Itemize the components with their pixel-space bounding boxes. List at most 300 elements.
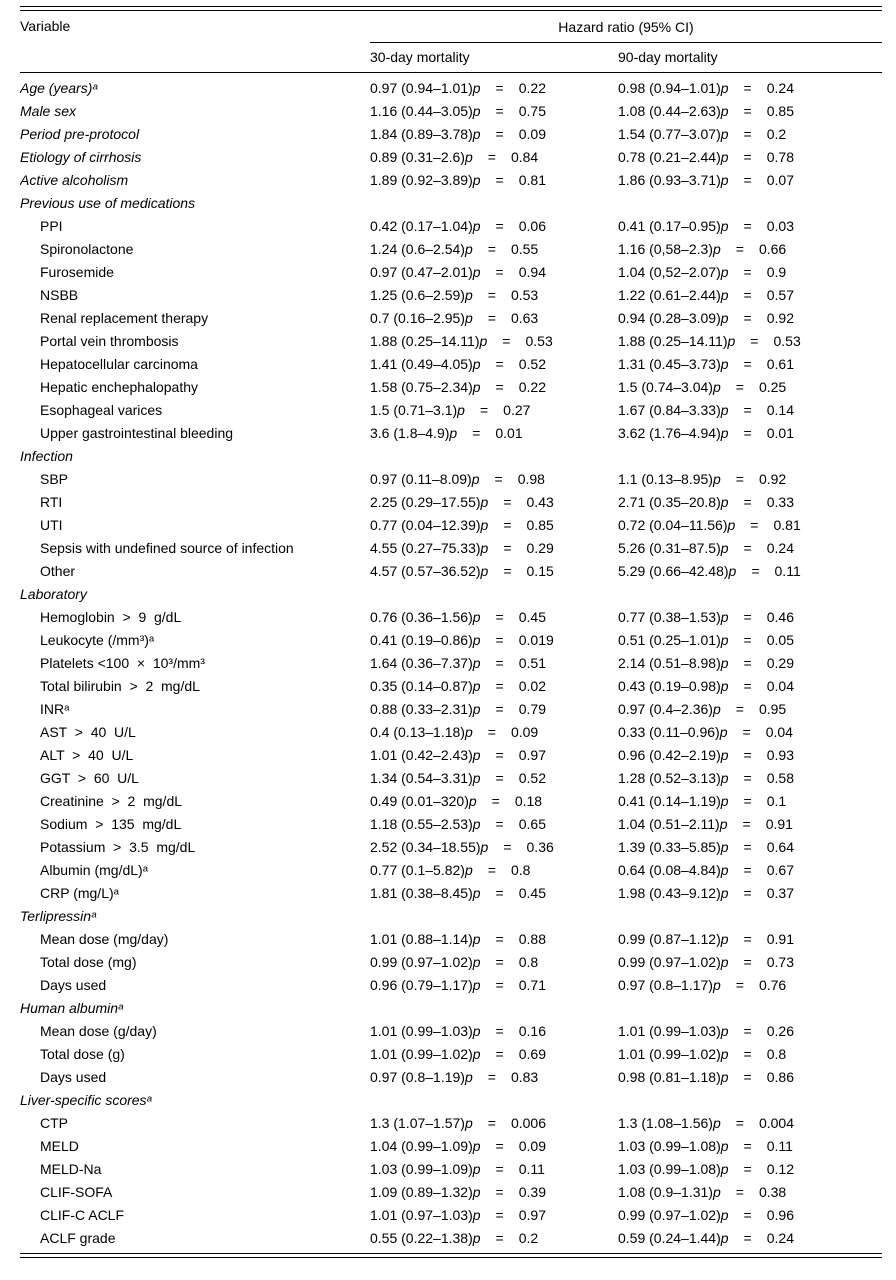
table-row	[20, 353, 882, 376]
equals-sign: =	[743, 1207, 752, 1223]
cell-90day-mortality	[618, 307, 882, 330]
cell-90day-mortality	[618, 560, 882, 583]
hazard-ratio-value: 1.64 (0.36–7.37)	[370, 655, 473, 671]
table-row	[20, 100, 882, 123]
p-value: 0.98	[517, 471, 545, 487]
column-header-variable: Variable	[20, 18, 71, 34]
p-value: 0.84	[510, 149, 539, 165]
row-label: Active alcoholism	[20, 172, 129, 188]
hazard-ratio-value: 1.08 (0.9–1.31)	[618, 1184, 713, 1200]
p-symbol: p	[720, 632, 729, 648]
p-symbol: p	[472, 264, 481, 280]
p-value: 0.2	[766, 126, 787, 142]
cell-90day-mortality	[618, 169, 882, 192]
equals-sign: =	[494, 471, 503, 487]
p-value: 0.83	[510, 1069, 539, 1085]
cell-90day-mortality	[618, 1066, 882, 1089]
row-label: Mean dose (g/day)	[40, 1023, 157, 1039]
cell-90day-mortality	[618, 698, 882, 721]
p-value: 0.25	[758, 379, 787, 395]
hazard-ratio-value: 1.98 (0.43–9.12)	[618, 885, 721, 901]
hazard-ratio-value: 1.04 (0.51–2.11)	[618, 816, 720, 832]
p-value: 0.09	[518, 1138, 546, 1154]
equals-sign: =	[495, 931, 504, 947]
hazard-ratio-value: 0.33 (0.11–0.96)	[618, 724, 720, 740]
p-symbol: p	[464, 1115, 473, 1131]
equals-sign: =	[743, 839, 752, 855]
equals-sign: =	[487, 310, 496, 326]
equals-sign: =	[503, 839, 512, 855]
hazard-ratio-value: 2.14 (0.51–8.98)	[618, 655, 721, 671]
p-value: 0.27	[503, 402, 531, 418]
cell-90day-mortality	[618, 1227, 882, 1250]
cell-90day-mortality	[618, 422, 882, 445]
equals-sign: =	[495, 816, 504, 832]
equals-sign: =	[503, 563, 512, 579]
hazard-ratio-value: 1.09 (0.89–1.32)	[370, 1184, 473, 1200]
table-row	[20, 422, 882, 445]
section-label: Liver-specific scoresᵃ	[20, 1092, 152, 1108]
p-symbol: p	[472, 172, 481, 188]
table-row	[20, 1043, 882, 1066]
p-value: 0.66	[758, 241, 787, 257]
p-symbol: p	[479, 333, 488, 349]
p-value: 0.006	[510, 1115, 546, 1131]
hazard-ratio-value: 1.01 (0.99–1.02)	[618, 1046, 721, 1062]
p-symbol: p	[712, 701, 721, 717]
cell-90day-mortality	[618, 767, 882, 790]
p-symbol: p	[720, 1230, 729, 1246]
p-symbol: p	[472, 655, 481, 671]
equals-sign: =	[735, 241, 744, 257]
p-value: 0.88	[518, 931, 546, 947]
hazard-ratio-value: 1.03 (0.99–1.08)	[618, 1161, 721, 1177]
cell-30day-mortality	[370, 146, 618, 169]
hazard-ratio-value: 1.04 (0.99–1.09)	[370, 1138, 473, 1154]
p-symbol: p	[472, 954, 481, 970]
cell-90day-mortality	[618, 836, 882, 859]
cell-90day-mortality	[618, 721, 882, 744]
hazard-ratio-value: 1.01 (0.42–2.43)	[370, 747, 473, 763]
hazard-ratio-value: 1.18 (0.55–2.53)	[370, 816, 473, 832]
p-value: 0.11	[766, 1138, 793, 1154]
table-row	[20, 882, 882, 905]
table-row	[20, 537, 882, 560]
equals-sign: =	[495, 218, 504, 234]
cell-30day-mortality	[370, 238, 618, 261]
p-symbol: p	[720, 793, 729, 809]
cell-30day-mortality	[370, 261, 618, 284]
p-value: 0.33	[766, 494, 794, 510]
p-symbol: p	[727, 333, 736, 349]
p-value: 0.37	[766, 885, 794, 901]
table-header-row-1	[20, 11, 882, 43]
equals-sign: =	[735, 1184, 744, 1200]
hazard-ratio-value: 1.03 (0.99–1.09)	[370, 1161, 473, 1177]
hazard-ratio-value: 1.03 (0.99–1.08)	[618, 1138, 721, 1154]
p-value: 0.06	[518, 218, 546, 234]
p-value: 0.94	[518, 264, 546, 280]
p-symbol: p	[472, 1138, 481, 1154]
cell-90day-mortality	[618, 1181, 882, 1204]
p-symbol: p	[720, 931, 729, 947]
p-symbol: p	[727, 517, 736, 533]
equals-sign: =	[735, 701, 744, 717]
p-value: 0.57	[766, 287, 794, 303]
equals-sign: =	[743, 632, 752, 648]
p-symbol: p	[720, 1138, 729, 1154]
cell-30day-mortality	[370, 721, 618, 744]
p-value: 0.38	[758, 1184, 787, 1200]
equals-sign: =	[735, 379, 744, 395]
row-label: Hepatic enchephalopathy	[40, 379, 199, 395]
p-symbol: p	[472, 1046, 481, 1062]
table-row	[20, 951, 882, 974]
row-label: RTI	[40, 494, 63, 510]
p-value: 0.24	[766, 80, 794, 96]
equals-sign: =	[743, 655, 752, 671]
hazard-ratio-value: 0.72 (0.04–11.56)	[618, 517, 728, 533]
hazard-ratio-value: 0.76 (0.36–1.56)	[370, 609, 473, 625]
p-symbol: p	[472, 1184, 481, 1200]
table-row	[20, 652, 882, 675]
equals-sign: =	[743, 172, 752, 188]
p-value: 0.92	[758, 471, 787, 487]
hazard-ratio-value: 0.35 (0.14–0.87)	[370, 678, 473, 694]
cell-90day-mortality	[618, 537, 882, 560]
p-symbol: p	[472, 1023, 481, 1039]
p-value: 0.36	[526, 839, 554, 855]
cell-30day-mortality	[370, 123, 618, 146]
column-group-header-hazard-ratio: Hazard ratio (95% CI)	[370, 19, 882, 43]
p-value: 0.11	[774, 563, 801, 579]
table-row	[20, 767, 882, 790]
p-symbol: p	[464, 149, 473, 165]
cell-90day-mortality	[618, 146, 882, 169]
p-value: 0.79	[518, 701, 546, 717]
hazard-ratio-value: 0.51 (0.25–1.01)	[618, 632, 721, 648]
p-value: 0.63	[510, 310, 539, 326]
equals-sign: =	[743, 931, 752, 947]
p-value: 0.53	[510, 287, 539, 303]
equals-sign: =	[495, 356, 504, 372]
p-symbol: p	[464, 241, 473, 257]
p-symbol: p	[449, 425, 458, 441]
row-label: Total bilirubin > 2 mg/dL	[40, 678, 200, 694]
hazard-ratio-value: 0.99 (0.97–1.02)	[370, 954, 473, 970]
hazard-ratio-value: 1.08 (0.44–2.63)	[618, 103, 721, 119]
p-value: 0.24	[766, 1230, 794, 1246]
p-symbol: p	[719, 816, 728, 832]
cell-30day-mortality	[370, 77, 618, 100]
p-symbol: p	[720, 954, 729, 970]
hazard-ratio-value: 0.97 (0.47–2.01)	[370, 264, 473, 280]
p-symbol: p	[720, 1069, 729, 1085]
equals-sign: =	[495, 609, 504, 625]
equals-sign: =	[495, 103, 504, 119]
row-label: Sodium > 135 mg/dL	[40, 816, 182, 832]
equals-sign: =	[743, 310, 752, 326]
table-row	[20, 859, 882, 882]
cell-90day-mortality	[618, 261, 882, 284]
row-label: ALT > 40 U/L	[40, 747, 134, 763]
row-label: Hemoglobin > 9 g/dL	[40, 609, 182, 625]
row-label: Potassium > 3.5 mg/dL	[40, 839, 196, 855]
hazard-ratio-value: 1.28 (0.52–3.13)	[618, 770, 721, 786]
hazard-ratio-value: 0.98 (0.81–1.18)	[618, 1069, 721, 1085]
table-row	[20, 1158, 882, 1181]
equals-sign: =	[750, 333, 759, 349]
hazard-ratio-value: 1.58 (0.75–2.34)	[370, 379, 473, 395]
table-row	[20, 215, 882, 238]
section-header-row	[20, 905, 882, 928]
p-symbol: p	[720, 1207, 729, 1223]
p-value: 0.03	[766, 218, 794, 234]
p-symbol: p	[464, 724, 473, 740]
p-value: 0.45	[518, 609, 546, 625]
hazard-ratio-value: 0.41 (0.14–1.19)	[618, 793, 721, 809]
p-value: 0.22	[518, 80, 546, 96]
p-symbol: p	[720, 1161, 729, 1177]
cell-30day-mortality	[370, 491, 618, 514]
row-label: Creatinine > 2 mg/dL	[40, 793, 183, 809]
hazard-ratio-value: 4.55 (0.27–75.33)	[370, 540, 481, 556]
hazard-ratio-value: 0.7 (0.16–2.95)	[370, 310, 465, 326]
row-label: Total dose (g)	[40, 1046, 125, 1062]
p-value: 0.11	[518, 1161, 545, 1177]
p-value: 0.01	[495, 425, 523, 441]
hazard-ratio-value: 1.01 (0.88–1.14)	[370, 931, 473, 947]
section-header-row	[20, 192, 882, 215]
equals-sign: =	[750, 517, 759, 533]
p-value: 0.09	[510, 724, 539, 740]
row-label: CTP	[40, 1115, 68, 1131]
table-row	[20, 675, 882, 698]
hazard-ratio-value: 1.54 (0.77–3.07)	[618, 126, 721, 142]
p-symbol: p	[472, 103, 481, 119]
row-label: SBP	[40, 471, 69, 487]
p-value: 0.02	[518, 678, 546, 694]
p-value: 0.91	[766, 931, 794, 947]
table-row	[20, 1227, 882, 1250]
p-symbol: p	[472, 770, 481, 786]
table-row	[20, 721, 882, 744]
equals-sign: =	[495, 678, 504, 694]
table-row	[20, 491, 882, 514]
equals-sign: =	[491, 793, 500, 809]
row-label: MELD	[40, 1138, 79, 1154]
p-symbol: p	[720, 770, 729, 786]
p-symbol: p	[712, 1115, 721, 1131]
p-value: 0.004	[758, 1115, 794, 1131]
p-symbol: p	[472, 609, 481, 625]
equals-sign: =	[743, 1046, 752, 1062]
table-row	[20, 376, 882, 399]
table-row	[20, 468, 882, 491]
p-symbol: p	[712, 471, 721, 487]
cell-90day-mortality	[618, 1112, 882, 1135]
table-row	[20, 928, 882, 951]
cell-90day-mortality	[618, 629, 882, 652]
hazard-ratio-value: 0.59 (0.24–1.44)	[618, 1230, 721, 1246]
p-value: 0.78	[766, 149, 794, 165]
row-label: AST > 40 U/L	[40, 724, 136, 740]
table-row	[20, 514, 882, 537]
p-symbol: p	[720, 747, 729, 763]
p-value: 0.96	[766, 1207, 794, 1223]
cell-30day-mortality	[370, 468, 618, 491]
hazard-ratio-value: 1.16 (0,58–2.3)	[618, 241, 713, 257]
p-value: 0.97	[518, 747, 546, 763]
hazard-ratio-value: 1.22 (0.61–2.44)	[618, 287, 721, 303]
p-value: 0.71	[518, 977, 546, 993]
p-value: 0.01	[766, 425, 794, 441]
p-value: 0.14	[766, 402, 794, 418]
cell-30day-mortality	[370, 284, 618, 307]
cell-90day-mortality	[618, 790, 882, 813]
table-row	[20, 1181, 882, 1204]
row-label: MELD-Na	[40, 1161, 102, 1177]
p-value: 0.58	[766, 770, 794, 786]
p-symbol: p	[472, 126, 481, 142]
p-symbol: p	[720, 839, 729, 855]
hazard-ratio-value: 0.64 (0.08–4.84)	[618, 862, 721, 878]
table-row	[20, 284, 882, 307]
p-symbol: p	[720, 126, 729, 142]
hazard-ratio-value: 3.62 (1.76–4.94)	[618, 425, 721, 441]
table-row	[20, 698, 882, 721]
equals-sign: =	[743, 287, 752, 303]
row-label: Days used	[40, 1069, 107, 1085]
equals-sign: =	[495, 172, 504, 188]
p-symbol: p	[471, 471, 480, 487]
equals-sign: =	[479, 402, 489, 418]
p-symbol: p	[720, 609, 729, 625]
p-value: 0.15	[526, 563, 554, 579]
equals-sign: =	[487, 241, 496, 257]
row-label: Furosemide	[40, 264, 114, 280]
p-value: 0.69	[518, 1046, 546, 1062]
hazard-ratio-value: 1.86 (0.93–3.71)	[618, 172, 721, 188]
section-label: Laboratory	[20, 586, 87, 602]
p-value: 0.45	[518, 885, 546, 901]
equals-sign: =	[743, 126, 752, 142]
row-label: Etiology of cirrhosis	[20, 149, 142, 165]
table-row	[20, 1112, 882, 1135]
equals-sign: =	[743, 1023, 752, 1039]
cell-30day-mortality	[370, 698, 618, 721]
cell-30day-mortality	[370, 859, 618, 882]
equals-sign: =	[743, 264, 752, 280]
hazard-ratio-value: 1.3 (1.08–1.56)	[618, 1115, 713, 1131]
cell-30day-mortality	[370, 1020, 618, 1043]
table-row	[20, 330, 882, 353]
cell-30day-mortality	[370, 215, 618, 238]
cell-30day-mortality	[370, 813, 618, 836]
hazard-ratio-value: 0.97 (0.8–1.17)	[618, 977, 713, 993]
hazard-ratio-value: 1.88 (0.25–14.11)	[370, 333, 480, 349]
hazard-ratio-value: 1.25 (0.6–2.59)	[370, 287, 465, 303]
hazard-ratio-value: 4.57 (0.57–36.52)	[370, 563, 481, 579]
p-symbol: p	[457, 402, 465, 418]
row-label: Age (years)ᵃ	[20, 80, 98, 96]
hazard-ratio-value: 0.77 (0.38–1.53)	[618, 609, 721, 625]
hazard-ratio-value: 0.77 (0.1–5.82)	[370, 862, 465, 878]
hazard-ratio-value: 2.71 (0.35–20.8)	[618, 494, 721, 510]
cell-30day-mortality	[370, 169, 618, 192]
row-label: UTI	[40, 517, 63, 533]
equals-sign: =	[743, 356, 752, 372]
hazard-ratio-value: 0.89 (0.31–2.6)	[370, 149, 465, 165]
equals-sign: =	[743, 149, 752, 165]
p-symbol: p	[472, 931, 481, 947]
equals-sign: =	[495, 126, 504, 142]
cell-90day-mortality	[618, 813, 882, 836]
p-value: 0.86	[766, 1069, 794, 1085]
equals-sign: =	[487, 724, 496, 740]
row-label: Sepsis with undefined source of infection	[40, 540, 294, 556]
p-symbol: p	[712, 977, 721, 993]
cell-90day-mortality	[618, 744, 882, 767]
equals-sign: =	[495, 1023, 504, 1039]
hazard-ratio-value: 5.29 (0.66–42.48)	[618, 563, 729, 579]
cell-30day-mortality	[370, 675, 618, 698]
table-row	[20, 813, 882, 836]
table-row	[20, 606, 882, 629]
row-label: Mean dose (mg/day)	[40, 931, 169, 947]
p-value: 0.29	[766, 655, 794, 671]
cell-30day-mortality	[370, 330, 618, 353]
equals-sign: =	[487, 862, 496, 878]
section-header-row	[20, 997, 882, 1020]
hazard-ratio-value: 1.3 (1.07–1.57)	[370, 1115, 465, 1131]
row-label: Period pre-protocol	[20, 126, 140, 142]
hazard-ratio-value: 1.5 (0.71–3.1)	[370, 402, 458, 418]
hazard-ratio-value: 1.24 (0.6–2.54)	[370, 241, 465, 257]
table-row	[20, 77, 882, 100]
p-value: 0.73	[766, 954, 794, 970]
equals-sign: =	[495, 977, 504, 993]
equals-sign: =	[743, 954, 752, 970]
p-symbol: p	[720, 425, 729, 441]
cell-90day-mortality	[618, 1135, 882, 1158]
section-label: Human albuminᵃ	[20, 1000, 124, 1016]
equals-sign: =	[487, 287, 496, 303]
cell-30day-mortality	[370, 744, 618, 767]
hazard-ratio-value: 1.1 (0.13–8.95)	[618, 471, 713, 487]
row-label: ACLF grade	[40, 1230, 116, 1246]
cell-30day-mortality	[370, 353, 618, 376]
hazard-ratio-value: 0.99 (0.97–1.02)	[618, 1207, 721, 1223]
equals-sign: =	[743, 540, 752, 556]
cell-30day-mortality	[370, 1112, 618, 1135]
row-label: PPI	[40, 218, 63, 234]
p-value: 0.65	[518, 816, 546, 832]
column-header-30day-mortality: 30-day mortality	[370, 49, 470, 65]
p-symbol: p	[472, 885, 481, 901]
p-symbol: p	[720, 1023, 729, 1039]
cell-90day-mortality	[618, 606, 882, 629]
hazard-ratio-value: 1.01 (0.99–1.03)	[618, 1023, 721, 1039]
column-header-90day-mortality: 90-day mortality	[618, 49, 718, 65]
section-label: Terlipressinᵃ	[20, 908, 97, 924]
equals-sign: =	[495, 379, 504, 395]
table-row	[20, 1020, 882, 1043]
cell-90day-mortality	[618, 1158, 882, 1181]
hazard-ratio-value: 1.34 (0.54–3.31)	[370, 770, 473, 786]
row-label: Other	[40, 563, 76, 579]
p-value: 0.53	[773, 333, 801, 349]
